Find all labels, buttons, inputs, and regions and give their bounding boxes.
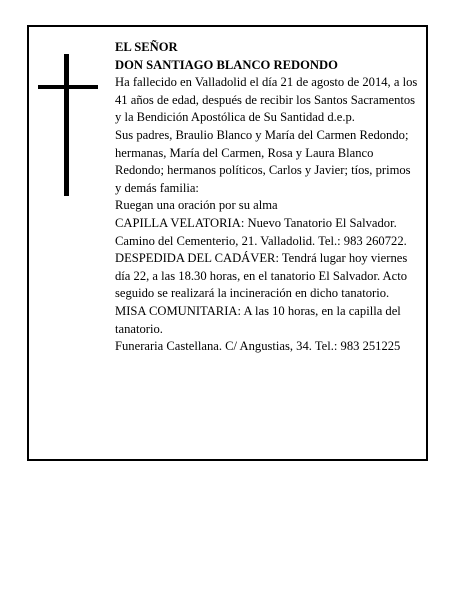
family-list: Sus padres, Braulio Blanco y María del Carmen Redondo; hermanas, María del Carmen, Rosa y Laura Blanco Redondo; hermanos políticos, Carlos y Javier; tíos, primos y demás familia: — [115, 127, 411, 195]
prayer-request: Ruegan una oración por su alma — [115, 198, 278, 213]
cross-horizontal-bar — [38, 85, 98, 89]
cross-vertical-bar — [64, 54, 69, 196]
heading-title: EL SEÑOR — [115, 40, 178, 54]
funeral-home-info: Funeraria Castellana. C/ Angustias, 34. Tel.: 983 251225 — [115, 339, 401, 354]
mass-info: MISA COMUNITARIA: A las 10 horas, en la capilla del tanatorio. — [115, 303, 401, 336]
deceased-name: DON SANTIAGO BLANCO REDONDO — [115, 57, 338, 72]
obituary-text — [115, 39, 420, 356]
death-announcement: Ha fallecido en Valladolid el día 21 de agosto de 2014, a los 41 años de edad, después de recibir los Santos Sacramentos y la Bendición Apostólica de Su Santidad d.e.p. — [115, 75, 418, 125]
farewell-info: DESPEDIDA DEL CADÁVER: Tendrá lugar hoy viernes día 22, a las 18.30 horas, en el tanatorio El Salvador. Acto seguido se realizará la incineración en dicho tanatorio. — [115, 251, 408, 301]
wake-chapel-info: CAPILLA VELATORIA: Nuevo Tanatorio El Salvador. Camino del Cementerio, 21. Valladolid. Tel.: 983 260722. — [115, 215, 407, 248]
latin-cross-icon — [38, 54, 98, 196]
